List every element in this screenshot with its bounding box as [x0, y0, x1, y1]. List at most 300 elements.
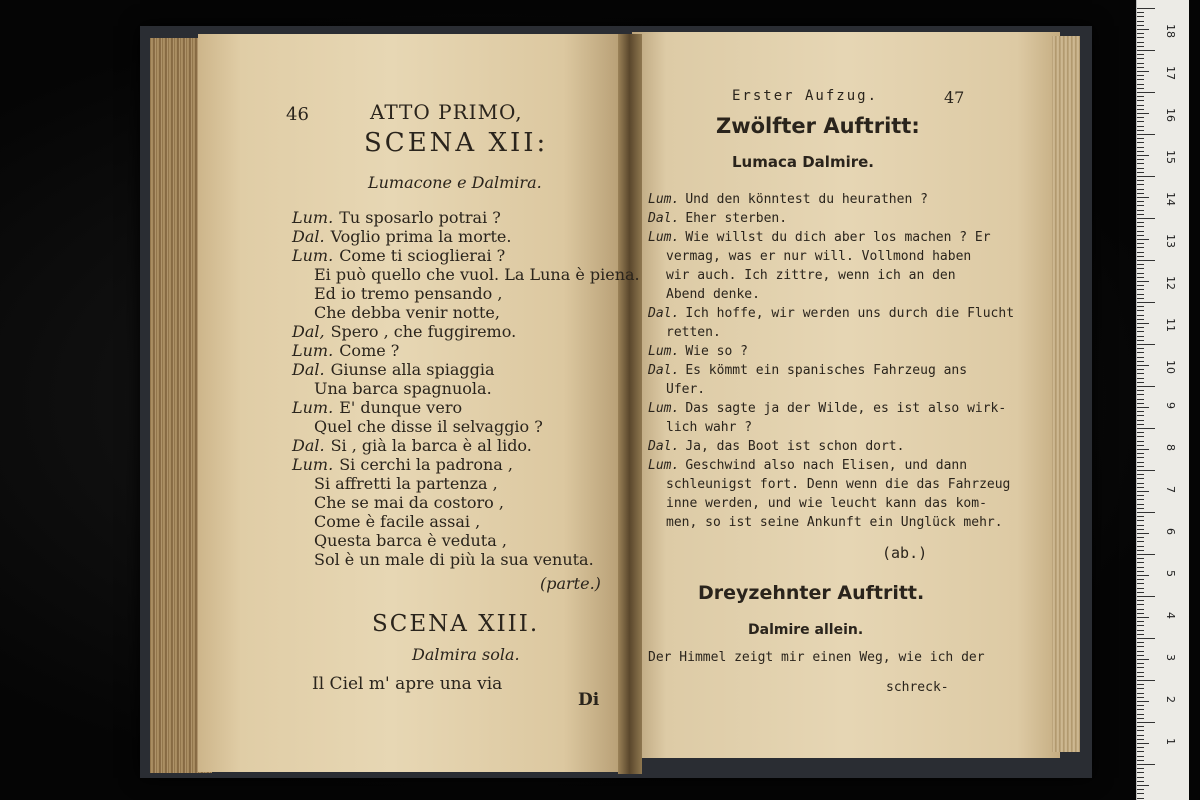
page-edges-right	[1052, 36, 1080, 752]
ruler-tick	[1137, 168, 1144, 169]
left-characters: Lumacone e Dalmira.	[368, 173, 542, 192]
ruler-tick	[1137, 327, 1144, 328]
ruler-tick	[1137, 630, 1144, 631]
speaker-label: Lum.	[648, 192, 680, 207]
ruler-tick	[1137, 79, 1144, 80]
ruler-tick	[1137, 726, 1144, 727]
ruler-tick	[1137, 151, 1144, 152]
ruler-tick	[1137, 663, 1144, 664]
dialogue-line	[292, 398, 640, 417]
ruler-tick	[1137, 210, 1144, 211]
ruler-tick	[1137, 121, 1144, 122]
ruler-tick	[1137, 352, 1144, 353]
right-catchword: schreck-	[886, 680, 949, 695]
dialogue-line	[648, 361, 1014, 380]
ruler-tick	[1137, 751, 1144, 752]
ruler-tick	[1137, 701, 1149, 702]
ruler-tick	[1137, 407, 1149, 408]
ruler-tick	[1137, 277, 1144, 278]
line-text: Das sagte ja der Wilde, es ist also wirk-	[685, 401, 1007, 416]
ruler-tick	[1137, 432, 1144, 433]
ruler-tick	[1137, 336, 1144, 337]
ruler-tick	[1137, 436, 1144, 437]
ruler-number: 4	[1164, 612, 1177, 619]
ruler-tick	[1137, 239, 1149, 240]
ruler-tick	[1137, 96, 1144, 97]
ruler-number: 16	[1164, 108, 1177, 122]
ruler-tick	[1137, 147, 1144, 148]
dialogue-line	[292, 474, 640, 493]
dialogue-line	[648, 399, 1014, 418]
ruler-tick	[1137, 688, 1144, 689]
ruler-number: 3	[1164, 654, 1177, 661]
ruler-number: 10	[1164, 360, 1177, 374]
ruler-tick	[1137, 226, 1144, 227]
ruler-tick	[1137, 21, 1144, 22]
ruler-tick	[1137, 596, 1155, 597]
ruler-tick	[1137, 478, 1144, 479]
ruler-tick	[1137, 420, 1144, 421]
line-text: Quel che disse il selvaggio ?	[314, 417, 543, 436]
ruler-tick	[1137, 163, 1144, 164]
ruler-tick	[1137, 369, 1144, 370]
ruler-tick	[1137, 302, 1155, 303]
ruler-tick	[1137, 142, 1144, 143]
line-text: inne werden, und wie leucht kann das kom-	[666, 496, 987, 511]
ruler-tick	[1137, 193, 1144, 194]
right-dialogue	[648, 190, 1014, 532]
dialogue-line	[648, 323, 1014, 342]
line-text: Sol è un male di più la sua venuta.	[314, 550, 594, 569]
right-running-head: Erster Aufzug.	[732, 88, 879, 104]
ruler-tick	[1137, 268, 1144, 269]
line-text: Wie so ?	[685, 344, 748, 359]
ruler-tick	[1137, 306, 1144, 307]
ruler-tick	[1137, 172, 1144, 173]
ruler-tick	[1137, 403, 1144, 404]
ruler-number: 18	[1164, 24, 1177, 38]
ruler-tick	[1137, 109, 1144, 110]
line-text: Voglio prima la morte.	[330, 227, 512, 246]
dialogue-line	[292, 360, 640, 379]
dialogue-line	[648, 418, 1014, 437]
ruler-tick	[1137, 205, 1144, 206]
ruler-tick	[1137, 365, 1149, 366]
ruler-tick	[1137, 621, 1144, 622]
ruler-tick	[1137, 764, 1155, 765]
line-text: Questa barca è veduta ,	[314, 531, 507, 550]
dialogue-line	[292, 322, 640, 341]
ruler-tick	[1137, 428, 1155, 429]
ruler-tick	[1137, 533, 1149, 534]
ruler-tick	[1137, 88, 1144, 89]
ruler-tick	[1137, 134, 1155, 135]
line-text: Come ti scioglierai ?	[339, 246, 506, 265]
ruler-tick	[1137, 747, 1144, 748]
ruler-number: 6	[1164, 528, 1177, 535]
ruler-tick	[1137, 378, 1144, 379]
dialogue-line	[648, 228, 1014, 247]
ruler-tick	[1137, 273, 1144, 274]
ruler-tick	[1137, 651, 1144, 652]
ruler-tick	[1137, 222, 1144, 223]
ruler-tick	[1137, 386, 1155, 387]
ruler-tick	[1137, 672, 1144, 673]
line-text: Geschwind also nach Elisen, und dann	[685, 458, 968, 473]
dialogue-line	[292, 227, 640, 246]
ruler-tick	[1137, 722, 1155, 723]
ruler-tick	[1137, 625, 1144, 626]
ruler-tick	[1137, 693, 1144, 694]
dialogue-line	[292, 493, 640, 512]
ruler-tick	[1137, 201, 1144, 202]
ruler-tick	[1137, 100, 1144, 101]
ruler-tick	[1137, 676, 1144, 677]
ruler-tick	[1137, 75, 1144, 76]
ruler-tick	[1137, 231, 1144, 232]
ruler-tick	[1137, 735, 1144, 736]
ruler-tick	[1137, 525, 1144, 526]
ruler-tick	[1137, 256, 1144, 257]
ruler-tick	[1137, 718, 1144, 719]
ruler-number: 15	[1164, 150, 1177, 164]
ruler-tick	[1137, 29, 1149, 30]
speaker-label: Lum.	[292, 341, 334, 360]
ruler-tick	[1137, 684, 1144, 685]
ruler-tick	[1137, 739, 1144, 740]
ruler-tick	[1137, 214, 1144, 215]
ruler-tick	[1137, 382, 1144, 383]
line-text: Una barca spagnuola.	[314, 379, 492, 398]
ruler-tick	[1137, 197, 1149, 198]
ruler-tick	[1137, 357, 1144, 358]
ruler-tick	[1137, 760, 1144, 761]
ruler-number: 5	[1164, 570, 1177, 577]
dialogue-line	[648, 285, 1014, 304]
ruler-tick	[1137, 441, 1144, 442]
right-scene2-line: Der Himmel zeigt mir einen Weg, wie ich der	[648, 650, 985, 665]
ruler-tick	[1137, 504, 1144, 505]
ruler-tick	[1137, 71, 1149, 72]
dialogue-line	[292, 208, 640, 227]
dialogue-line	[648, 304, 1014, 323]
line-text: E' dunque vero	[339, 398, 463, 417]
speaker-label: Lum.	[292, 208, 334, 227]
ruler-tick	[1137, 449, 1149, 450]
ruler-tick	[1137, 105, 1144, 106]
ruler-tick	[1137, 508, 1144, 509]
dialogue-line	[292, 417, 640, 436]
dialogue-line	[292, 550, 640, 569]
ruler-tick	[1137, 390, 1144, 391]
line-text: Es kömmt ein spanisches Fahrzeug ans	[685, 363, 968, 378]
ruler-tick	[1137, 159, 1144, 160]
ruler-tick	[1137, 567, 1144, 568]
ruler-tick	[1137, 667, 1144, 668]
ruler-tick	[1137, 529, 1144, 530]
ruler-tick	[1137, 537, 1144, 538]
ruler-tick	[1137, 781, 1144, 782]
ruler-tick	[1137, 499, 1144, 500]
ruler-tick	[1137, 361, 1144, 362]
ruler-tick	[1137, 512, 1155, 513]
speaker-label: Dal.	[648, 211, 680, 226]
line-text: Si affretti la partenza ,	[314, 474, 498, 493]
ruler-tick	[1137, 445, 1144, 446]
ruler-tick	[1137, 130, 1144, 131]
ruler-tick	[1137, 772, 1144, 773]
ruler-tick	[1137, 8, 1155, 9]
ruler-tick	[1137, 33, 1144, 34]
ruler-tick	[1137, 466, 1144, 467]
right-characters: Lumaca Dalmire.	[732, 153, 874, 171]
ruler-tick	[1137, 789, 1144, 790]
ruler-tick	[1137, 516, 1144, 517]
ruler-tick	[1137, 520, 1144, 521]
speaker-label: Dal.	[648, 306, 680, 321]
left-page-number: 46	[286, 104, 309, 125]
ruler-tick	[1137, 12, 1144, 13]
ruler-number: 17	[1164, 66, 1177, 80]
ruler-tick	[1137, 562, 1144, 563]
ruler-tick	[1137, 176, 1155, 177]
ruler-tick	[1137, 67, 1144, 68]
ruler-tick	[1137, 58, 1144, 59]
ruler-tick	[1137, 705, 1144, 706]
line-text: vermag, was er nur will. Vollmond haben	[666, 249, 972, 264]
dialogue-line	[292, 512, 640, 531]
ruler-tick	[1137, 642, 1144, 643]
dialogue-line	[292, 436, 640, 455]
ruler-tick	[1137, 777, 1144, 778]
ruler-tick	[1137, 46, 1144, 47]
ruler-tick	[1137, 184, 1144, 185]
ruler-number: 13	[1164, 234, 1177, 248]
speaker-label: Dal.	[292, 360, 325, 379]
dialogue-line	[648, 247, 1014, 266]
ruler-tick	[1137, 117, 1144, 118]
dialogue-line	[648, 494, 1014, 513]
ruler-tick	[1137, 583, 1144, 584]
ruler-tick	[1137, 424, 1144, 425]
dialogue-line	[648, 456, 1014, 475]
ruler-tick	[1137, 189, 1144, 190]
right-scene2-characters: Dalmire allein.	[748, 622, 864, 638]
ruler-tick	[1137, 579, 1144, 580]
line-text: Ed io tremo pensando ,	[314, 284, 503, 303]
ruler-tick	[1137, 155, 1149, 156]
ruler-tick	[1137, 793, 1144, 794]
ruler-tick	[1137, 768, 1144, 769]
ruler-tick	[1137, 609, 1144, 610]
ruler-tick	[1137, 126, 1144, 127]
line-text: Ufer.	[666, 382, 706, 397]
left-catchword: Di	[578, 690, 600, 710]
ruler-tick	[1137, 743, 1149, 744]
ruler-tick	[1137, 638, 1155, 639]
ruler-tick	[1137, 50, 1155, 51]
left-dialogue	[292, 208, 640, 569]
speaker-label: Dal.	[292, 436, 325, 455]
ruler-tick	[1137, 462, 1144, 463]
ruler-tick	[1137, 285, 1144, 286]
left-exit: (parte.)	[540, 574, 601, 593]
dialogue-line	[292, 246, 640, 265]
ruler-tick	[1137, 483, 1144, 484]
ruler-number: 12	[1164, 276, 1177, 290]
left-scene2-line: Il Ciel m' apre una via	[312, 674, 503, 694]
ruler-tick	[1137, 571, 1144, 572]
line-text: Si cerchi la padrona ,	[339, 455, 513, 474]
dialogue-line	[648, 190, 1014, 209]
ruler-tick	[1137, 697, 1144, 698]
speaker-label: Lum.	[292, 398, 334, 417]
ruler-number: 9	[1164, 402, 1177, 409]
ruler-tick	[1137, 756, 1144, 757]
dialogue-line	[648, 380, 1014, 399]
left-scene2-title: SCENA XIII.	[372, 611, 540, 637]
line-text: Wie willst du dich aber los machen ? Er	[685, 230, 991, 245]
right-scene2-title: Dreyzehnter Auftritt.	[698, 582, 925, 604]
ruler-tick	[1137, 659, 1149, 660]
ruler-tick	[1137, 37, 1144, 38]
speaker-label: Dal.	[648, 363, 680, 378]
left-scene-title: SCENA XII:	[364, 128, 549, 158]
ruler-tick	[1137, 798, 1144, 799]
line-text: Abend denke.	[666, 287, 760, 302]
ruler-tick	[1137, 714, 1144, 715]
dialogue-line	[648, 437, 1014, 456]
dialogue-line	[292, 303, 640, 322]
dialogue-line	[648, 209, 1014, 228]
ruler-tick	[1137, 613, 1144, 614]
line-text: Che se mai da costoro ,	[314, 493, 504, 512]
line-text: Ja, das Boot ist schon dort.	[685, 439, 905, 454]
ruler-tick	[1137, 180, 1144, 181]
dialogue-line	[292, 379, 640, 398]
ruler-tick	[1137, 373, 1144, 374]
ruler-tick	[1137, 394, 1144, 395]
dialogue-line	[292, 341, 640, 360]
line-text: Eher sterben.	[685, 211, 788, 226]
line-text: Und den könntest du heurathen ?	[685, 192, 928, 207]
ruler-tick	[1137, 554, 1155, 555]
line-text: Tu sposarlo potrai ?	[339, 208, 501, 227]
ruler-tick	[1137, 92, 1155, 93]
speaker-label: Lum.	[292, 246, 334, 265]
line-text: Che debba venir notte,	[314, 303, 500, 322]
ruler-tick	[1137, 218, 1155, 219]
ruler-tick	[1137, 315, 1144, 316]
ruler-tick	[1137, 558, 1144, 559]
ruler-tick	[1137, 331, 1144, 332]
line-text: lich wahr ?	[666, 420, 753, 435]
dialogue-line	[292, 265, 640, 284]
speaker-label: Dal.	[292, 227, 325, 246]
ruler-tick	[1137, 592, 1144, 593]
ruler-tick	[1137, 709, 1144, 710]
line-text: Come è facile assai ,	[314, 512, 481, 531]
line-text: Ei può quello che vuol. La Luna è piena.	[314, 265, 640, 284]
ruler-tick	[1137, 487, 1144, 488]
speaker-label: Lum.	[648, 344, 680, 359]
ruler-tick	[1137, 260, 1155, 261]
right-exit: (ab.)	[882, 544, 928, 562]
ruler-tick	[1137, 474, 1144, 475]
ruler-tick	[1137, 42, 1144, 43]
ruler-tick	[1137, 323, 1149, 324]
ruler-tick	[1137, 415, 1144, 416]
speaker-label: Lum.	[648, 458, 680, 473]
line-text: schleunigst fort. Denn wenn die das Fahrzeug	[666, 477, 1011, 492]
ruler-tick	[1137, 655, 1144, 656]
ruler-tick	[1137, 63, 1144, 64]
ruler-tick	[1137, 588, 1144, 589]
dialogue-line	[292, 284, 640, 303]
right-page-number: 47	[944, 88, 965, 107]
ruler-tick	[1137, 457, 1144, 458]
ruler-tick	[1137, 634, 1144, 635]
ruler-tick	[1137, 138, 1144, 139]
ruler-number: 7	[1164, 486, 1177, 493]
ruler-tick	[1137, 264, 1144, 265]
ruler-tick	[1137, 617, 1149, 618]
ruler-tick	[1137, 84, 1144, 85]
measuring-ruler	[1136, 0, 1189, 800]
ruler-tick	[1137, 319, 1144, 320]
ruler-tick	[1137, 470, 1155, 471]
speaker-label: Lum.	[292, 455, 334, 474]
right-scene-title: Zwölfter Auftritt:	[716, 114, 920, 138]
ruler-tick	[1137, 495, 1144, 496]
speaker-label: Lum.	[648, 401, 680, 416]
ruler-tick	[1137, 453, 1144, 454]
ruler-tick	[1137, 546, 1144, 547]
ruler-tick	[1137, 604, 1144, 605]
ruler-tick	[1137, 113, 1149, 114]
line-text: Come ?	[339, 341, 400, 360]
line-text: wir auch. Ich zittre, wenn ich an den	[666, 268, 956, 283]
ruler-tick	[1137, 600, 1144, 601]
ruler-tick	[1137, 340, 1144, 341]
speaker-label: Dal.	[648, 439, 680, 454]
ruler-number: 11	[1164, 318, 1177, 332]
ruler-number: 14	[1164, 192, 1177, 206]
ruler-tick	[1137, 730, 1144, 731]
ruler-tick	[1137, 785, 1149, 786]
ruler-tick	[1137, 680, 1155, 681]
ruler-number: 2	[1164, 696, 1177, 703]
ruler-tick	[1137, 54, 1144, 55]
left-running-head: ATTO PRIMO,	[370, 100, 523, 124]
ruler-tick	[1137, 344, 1155, 345]
ruler-number: 1	[1164, 738, 1177, 745]
dialogue-line	[648, 342, 1014, 361]
ruler-tick	[1137, 310, 1144, 311]
dialogue-line	[648, 513, 1014, 532]
ruler-tick	[1137, 252, 1144, 253]
ruler-tick	[1137, 348, 1144, 349]
dialogue-line	[648, 266, 1014, 285]
line-text: Si , già la barca è al lido.	[330, 436, 532, 455]
ruler-number: 8	[1164, 444, 1177, 451]
dialogue-line	[292, 531, 640, 550]
ruler-tick	[1137, 399, 1144, 400]
left-scene2-characters: Dalmira sola.	[412, 645, 520, 664]
ruler-tick	[1137, 289, 1144, 290]
line-text: Spero , che fuggiremo.	[330, 322, 517, 341]
ruler-tick	[1137, 294, 1144, 295]
